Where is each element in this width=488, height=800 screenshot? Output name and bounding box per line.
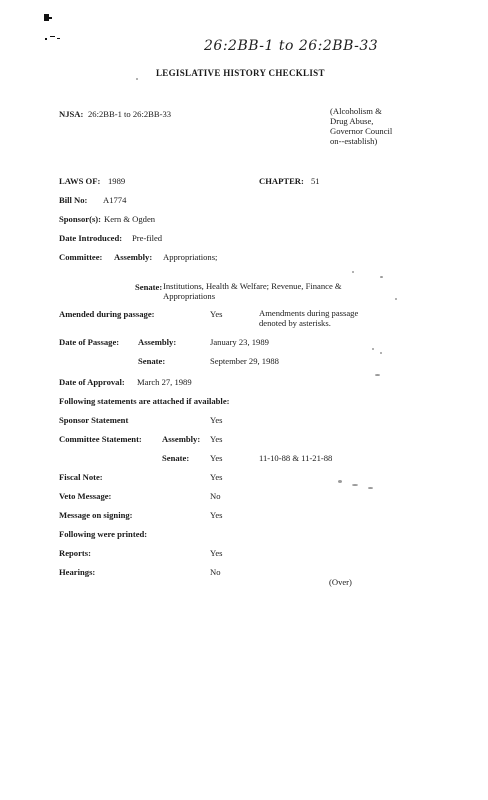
- amended-label: Amended during passage:: [59, 309, 155, 319]
- njsa-label: NJSA:: [59, 109, 84, 119]
- chapter-label: CHAPTER:: [259, 176, 304, 186]
- committee-label: Committee:: [59, 252, 103, 262]
- committee-statement-assembly-label: Assembly:: [162, 434, 201, 444]
- passage-assembly-label: Assembly:: [138, 337, 177, 347]
- sponsor-statement-value: Yes: [210, 415, 223, 425]
- approval-label: Date of Approval:: [59, 377, 125, 387]
- scan-mark: [57, 38, 60, 39]
- passage-assembly-value: January 23, 1989: [210, 337, 269, 347]
- sponsors-label: Sponsor(s):: [59, 214, 102, 224]
- amended-note-cont: denoted by asterisks.: [259, 318, 331, 328]
- scan-speckle: [136, 78, 138, 80]
- page-title: LEGISLATIVE HISTORY CHECKLIST: [156, 68, 325, 78]
- committee-assembly-label: Assembly:: [114, 252, 153, 262]
- njsa-value: 26:2BB-1 to 26:2BB-33: [88, 109, 172, 119]
- committee-senate-label: Senate:: [135, 282, 163, 292]
- signing-message-value: Yes: [210, 510, 223, 520]
- scan-speckle: [380, 352, 382, 354]
- scan-speckle: [338, 480, 342, 483]
- committee-senate-value: Institutions, Health & Welfare; Revenue, Finance &: [163, 281, 342, 291]
- committee-statement-label: Committee Statement:: [59, 434, 142, 444]
- committee-statement-assembly-value: Yes: [210, 434, 223, 444]
- reports-label: Reports:: [59, 548, 91, 558]
- date-introduced-value: Pre-filed: [132, 233, 163, 243]
- sponsor-statement-label: Sponsor Statement: [59, 415, 129, 425]
- hearings-label: Hearings:: [59, 567, 96, 577]
- scan-speckle: [375, 374, 380, 376]
- scan-mark: [50, 36, 55, 37]
- scan-speckle: [352, 271, 354, 273]
- chapter-value: 51: [311, 176, 320, 186]
- laws-of-value: 1989: [108, 176, 126, 186]
- passage-label: Date of Passage:: [59, 337, 120, 347]
- statements-heading: Following statements are attached if available:: [59, 396, 230, 406]
- signing-message-label: Message on signing:: [59, 510, 133, 520]
- committee-senate-value-cont: Appropriations: [163, 291, 216, 301]
- veto-message-value: No: [210, 491, 221, 501]
- passage-senate-value: September 29, 1988: [210, 356, 279, 366]
- committee-statement-senate-value: Yes: [210, 453, 223, 463]
- scan-mark: [45, 38, 47, 40]
- veto-message-label: Veto Message:: [59, 491, 112, 501]
- fiscal-note-value: Yes: [210, 472, 223, 482]
- description-line: Drug Abuse,: [330, 116, 374, 126]
- sponsors-value: Kern & Ogden: [104, 214, 156, 224]
- committee-statement-senate-label: Senate:: [162, 453, 190, 463]
- scan-speckle: [372, 348, 374, 350]
- bill-no-value: A1774: [103, 195, 127, 205]
- printed-heading: Following were printed:: [59, 529, 148, 539]
- over-note: (Over): [329, 577, 352, 587]
- approval-value: March 27, 1989: [137, 377, 192, 387]
- committee-assembly-value: Appropriations;: [163, 252, 218, 262]
- fiscal-note-label: Fiscal Note:: [59, 472, 103, 482]
- handwritten-citation: 26:2BB-1 to 26:2BB-33: [204, 38, 379, 54]
- amended-value: Yes: [210, 309, 223, 319]
- scan-speckle: [368, 487, 373, 489]
- committee-statement-senate-dates: 11-10-88 & 11-21-88: [259, 453, 333, 463]
- description-line: on--establish): [330, 136, 378, 146]
- scan-speckle: [352, 484, 358, 486]
- amended-note: Amendments during passage: [259, 308, 359, 318]
- date-introduced-label: Date Introduced:: [59, 233, 123, 243]
- scan-speckle: [380, 276, 383, 278]
- hearings-value: No: [210, 567, 221, 577]
- description-line: (Alcoholism &: [330, 106, 382, 116]
- scan-speckle: [395, 298, 397, 300]
- scan-mark: [49, 17, 52, 19]
- laws-of-label: LAWS OF:: [59, 176, 101, 186]
- bill-no-label: Bill No:: [59, 195, 88, 205]
- description-line: Governor Council: [330, 126, 393, 136]
- passage-senate-label: Senate:: [138, 356, 166, 366]
- reports-value: Yes: [210, 548, 223, 558]
